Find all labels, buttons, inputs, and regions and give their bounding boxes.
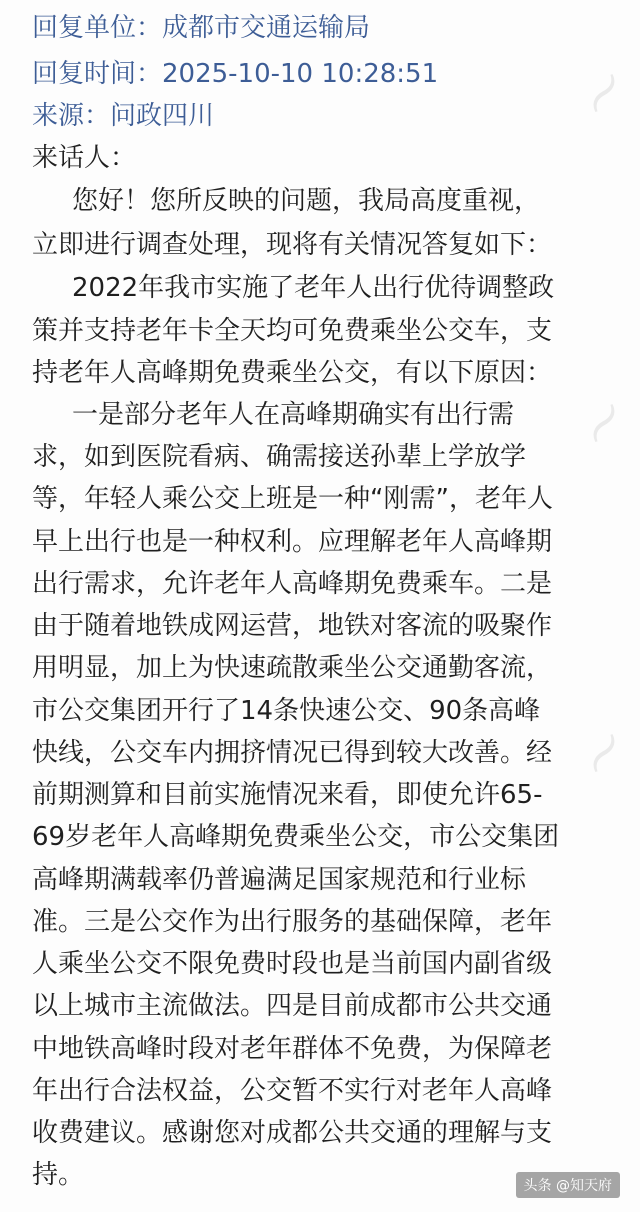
body-line: 年出行合法权益，公交暂不实行对老年人高峰 [32,1076,553,1106]
body-line: 等，年轻人乘公交上班是一种“刚需”，老年人 [32,484,553,514]
body-line: 用明显，加上为快速疏散乘坐公交通勤客流， [32,653,553,683]
body-line: 2022年我市实施了老年人出行优待调整政 [72,273,555,303]
body-line: 人乘坐公交不限免费时段也是当前国内副省级 [32,949,553,979]
body-line: 市公交集团开行了14条快速公交、90条高峰 [32,696,541,726]
body-line: 立即进行调查处理，现将有关情况答复如下： [32,230,553,260]
source-label: 来源：问政四川 [32,101,215,131]
body-line: 收费建议。感谢您对成都公共交通的理解与支 [32,1118,553,1148]
watermark-graphic: 〜 [572,62,639,127]
reply-time: 回复时间：2025-10-10 10:28:51 [32,59,439,89]
body-line: 持老年人高峰期免费乘坐公交，有以下原因： [32,358,553,388]
body-line: 出行需求，允许老年人高峰期免费乘车。二是 [32,569,553,599]
body-line: 早上出行也是一种权利。应理解老年人高峰期 [32,527,553,557]
body-line: 一是部分老年人在高峰期确实有出行需 [72,400,515,430]
body-line: 快线，公交车内拥挤情况已得到较大改善。经 [32,738,553,768]
reply-unit: 回复单位：成都市交通运输局 [32,13,371,43]
body-line: 69岁老年人高峰期免费乘坐公交，市公交集团 [32,822,560,852]
salutation: 来话人： [32,143,137,173]
body-line: 前期测算和目前实施情况来看，即使允许65- [32,780,543,810]
body-line: 高峰期满载率仍普遍满足国家规范和行业标 [32,865,527,895]
body-line: 由于随着地铁成网运营，地铁对客流的吸聚作 [32,611,553,641]
body-line: 中地铁高峰时段对老年群体不免费，为保障老 [32,1034,553,1064]
watermark-graphic: 〜 [572,722,639,787]
source-tag: 头条 @知天府 [516,1172,620,1198]
watermark-graphic: 〜 [572,392,639,457]
body-line: 准。三是公交作为出行服务的基础保障，老年 [32,907,553,937]
body-line: 您好！您所反映的问题，我局高度重视， [72,186,541,216]
body-line: 策并支持老年卡全天均可免费乘坐公交车，支 [32,316,553,346]
body-line: 持。 [32,1160,85,1190]
body-line: 以上城市主流做法。四是目前成都市公共交通 [32,991,553,1021]
body-line: 求，如到医院看病、确需接送孙辈上学放学 [32,442,527,472]
